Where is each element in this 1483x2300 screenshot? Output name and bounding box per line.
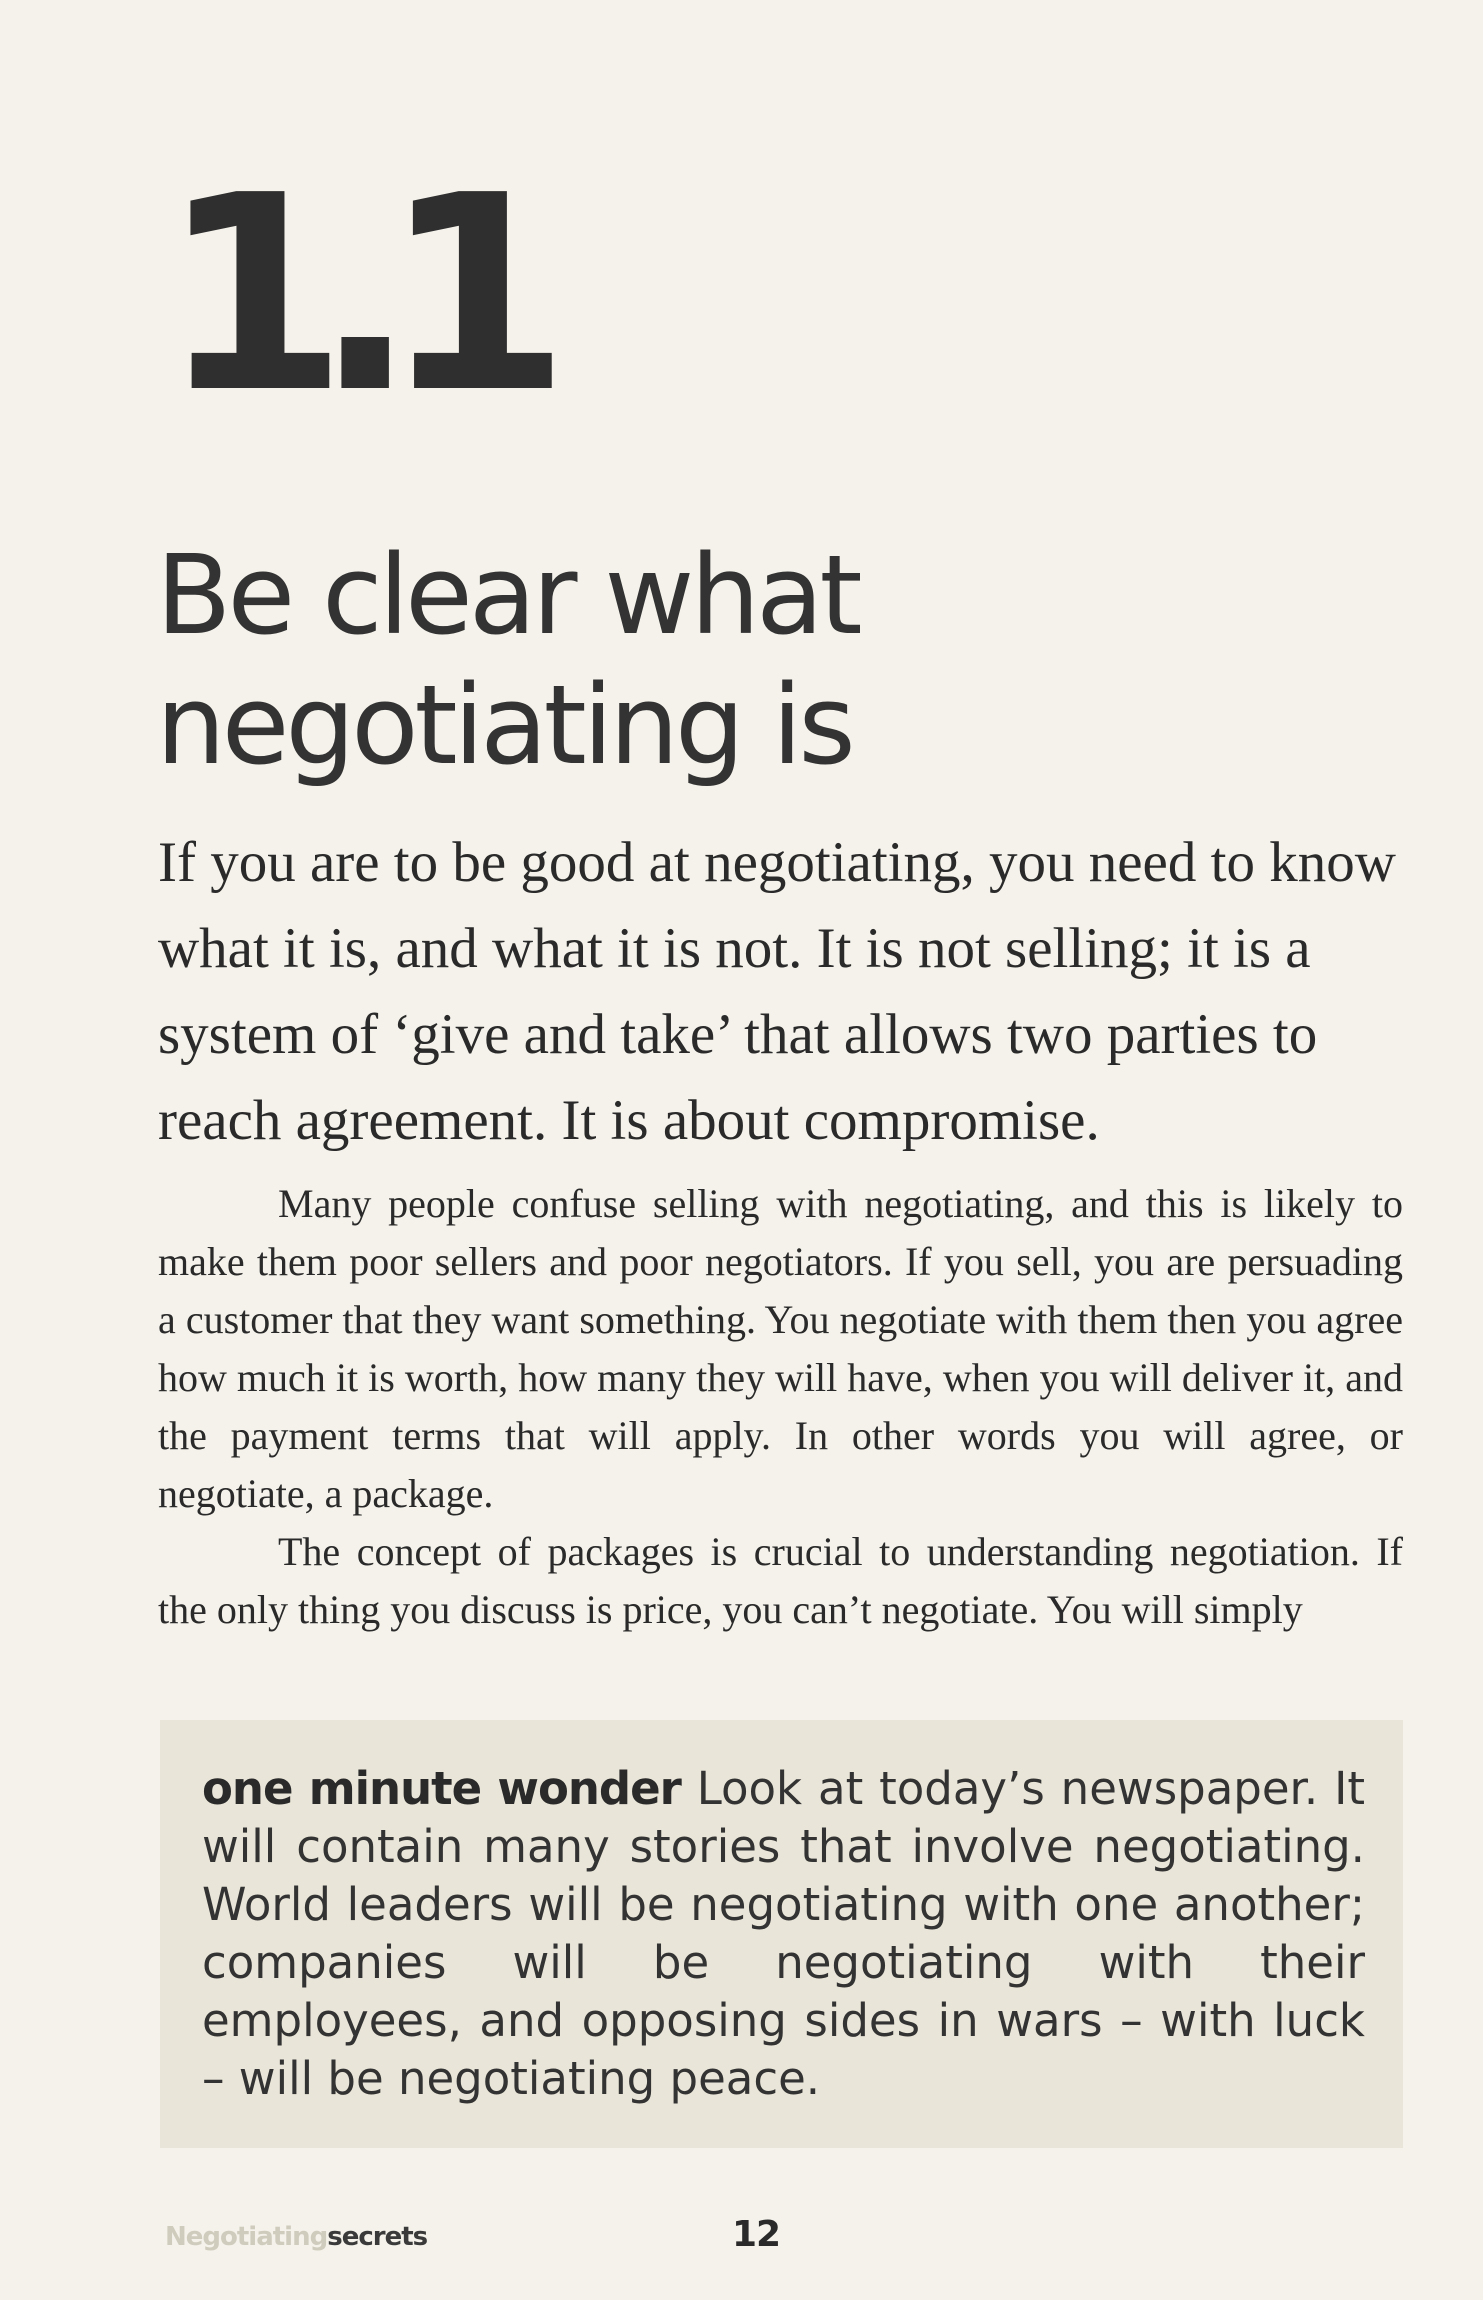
tip-text <box>202 1760 1365 2108</box>
one-minute-wonder-box <box>160 1720 1403 2148</box>
page-title: Be clear what negotiating is <box>156 531 859 789</box>
body-text <box>158 1175 1403 1639</box>
footer-brand-suffix: secrets <box>327 2222 428 2252</box>
tip-label: one minute wonder <box>202 1762 681 1815</box>
footer-brand-prefix: Negotiating <box>165 2222 328 2252</box>
tip-body: Look at today’s newspaper. It will contain many stories that involve negotiating. World leaders will be negotiating with one another; companies will be negotiating with their employees, and opposing sides in wars – with luck – will be negotiating peace. <box>202 1762 1365 2105</box>
body-paragraph: The concept of packages is crucial to understanding negotiation. If the only thing you discuss is price, you can’t negotiate. You will simply <box>158 1529 1403 1632</box>
body-paragraph: Many people confuse selling with negotiating, and this is likely to make them poor sellers and poor negotiators. If you sell, you are persuading a customer that they want something. You negotiate with them then you agree how much it is worth, how many they will have, when you will deliver it, and the payment terms that will apply. In other words you will agree, or negotiate, a package. <box>158 1181 1403 1516</box>
lead-paragraph: If you are to be good at negotiating, you need to know what it is, and what it is not. It is not selling; it is a system of ‘give and take’ that allows two parties to reach agreement. It is about compromise. <box>158 831 1396 1152</box>
page-number: 12 <box>732 2214 781 2255</box>
footer-brand <box>165 2222 427 2252</box>
section-number: 1.1 <box>160 137 537 452</box>
